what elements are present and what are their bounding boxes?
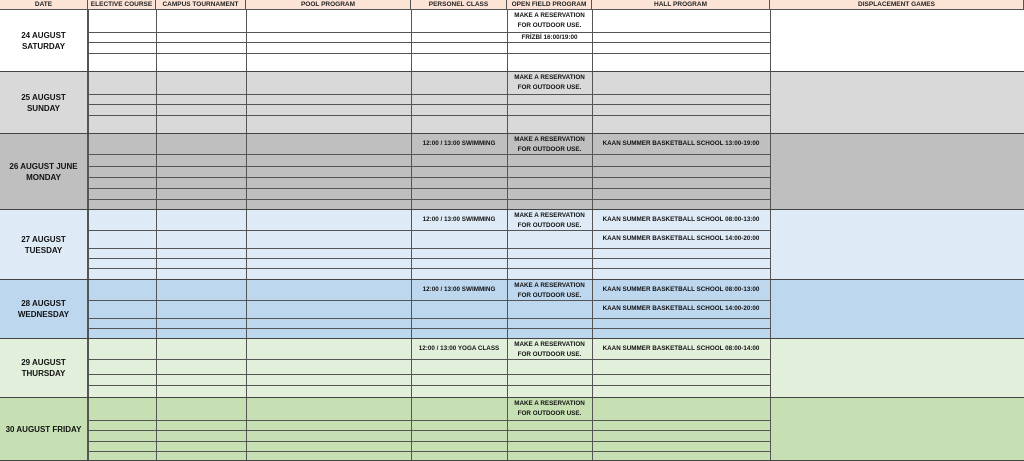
header-personel-class: PERSONEL CLASS: [411, 0, 507, 10]
row-divider: [88, 230, 770, 231]
row-divider: [88, 166, 770, 167]
column-divider: [411, 72, 412, 133]
column-divider: [88, 280, 89, 338]
column-divider: [246, 339, 247, 397]
date-cell: 27 AUGUST TUESDAY: [0, 210, 88, 279]
column-divider: [88, 134, 89, 209]
row-divider: [88, 154, 770, 155]
column-divider: [411, 10, 412, 71]
date-cell: 29 AUGUST THURSDAY: [0, 339, 88, 397]
row-divider: [88, 177, 770, 178]
row-divider: [88, 32, 770, 33]
row-divider: [88, 300, 770, 301]
row-divider: [88, 188, 770, 189]
personel-class-entry: 12:00 / 13:00 YOGA CLASS: [418, 345, 500, 352]
column-divider: [156, 72, 157, 133]
row-divider: [88, 199, 770, 200]
hall-program-entry: KAAN SUMMER BASKETBALL SCHOOL 14:00-20:00: [602, 305, 760, 312]
column-divider: [156, 134, 157, 209]
day-row: [0, 210, 1024, 280]
column-divider: [246, 72, 247, 133]
header-displacement-games: DISPLACEMENT GAMES: [770, 0, 1024, 10]
open-field-reservation-note: MAKE A RESERVATION FOR OUTDOOR USE.: [514, 341, 585, 358]
open-field-reservation-note: MAKE A RESERVATION FOR OUTDOOR USE.: [514, 282, 585, 299]
row-divider: [88, 115, 770, 116]
row-divider: [88, 359, 770, 360]
column-divider: [88, 72, 89, 133]
day-row: [0, 280, 1024, 339]
open-field-reservation-note: MAKE A RESERVATION FOR OUTDOOR USE.: [514, 74, 585, 91]
header-campus-tournament: CAMPUS TOURNAMENT: [156, 0, 246, 10]
column-divider: [770, 210, 771, 279]
row-divider: [88, 451, 770, 452]
column-divider: [770, 72, 771, 133]
date-cell: 28 AUGUST WEDNESDAY: [0, 280, 88, 338]
column-divider: [88, 339, 89, 397]
row-divider: [88, 328, 770, 329]
header-open-field-program: OPEN FIELD PROGRAM: [507, 0, 592, 10]
column-divider: [770, 280, 771, 338]
personel-class-entry: 12:00 / 13:00 SWIMMING: [422, 286, 496, 293]
hall-program-entry: KAAN SUMMER BASKETBALL SCHOOL 14:00-20:00: [602, 235, 760, 242]
column-divider: [592, 10, 593, 71]
hall-program-entry: KAAN SUMMER BASKETBALL SCHOOL 13:00-19:00: [602, 140, 760, 147]
column-divider: [770, 339, 771, 397]
row-divider: [88, 248, 770, 249]
day-row: [0, 10, 1024, 72]
row-divider: [88, 318, 770, 319]
header-elective-course: ELECTIVE COURSE: [88, 0, 156, 10]
open-field-reservation-note: MAKE A RESERVATION FOR OUTDOOR USE.: [514, 212, 585, 229]
date-cell: 25 AUGUST SUNDAY: [0, 72, 88, 133]
day-row: [0, 72, 1024, 134]
open-field-reservation-note: MAKE A RESERVATION FOR OUTDOOR USE.: [514, 400, 585, 417]
row-divider: [88, 374, 770, 375]
personel-class-entry: 12:00 / 13:00 SWIMMING: [422, 140, 496, 147]
row-divider: [88, 258, 770, 259]
hall-program-entry: KAAN SUMMER BASKETBALL SCHOOL 08:00-14:00: [602, 345, 760, 352]
row-divider: [88, 268, 770, 269]
column-divider: [246, 280, 247, 338]
open-field-reservation-note: MAKE A RESERVATION FOR OUTDOOR USE.: [514, 12, 585, 29]
column-divider: [592, 72, 593, 133]
open-field-frisbee-entry: FRİZBİ 16:00/19:00: [521, 34, 578, 41]
column-divider: [88, 10, 89, 71]
day-row: [0, 339, 1024, 398]
column-divider: [156, 339, 157, 397]
date-cell: 30 AUGUST FRIDAY: [0, 398, 88, 460]
day-row: [0, 134, 1024, 210]
hall-program-entry: KAAN SUMMER BASKETBALL SCHOOL 08:00-13:00: [602, 286, 760, 293]
column-divider: [156, 280, 157, 338]
day-row: [0, 398, 1024, 461]
hall-program-entry: KAAN SUMMER BASKETBALL SCHOOL 08:00-13:00: [602, 216, 760, 223]
row-divider: [88, 441, 770, 442]
row-divider: [88, 430, 770, 431]
column-divider: [770, 134, 771, 209]
column-divider: [156, 10, 157, 71]
row-divider: [88, 53, 770, 54]
personel-class-entry: 12:00 / 13:00 SWIMMING: [422, 216, 496, 223]
header-hall-program: HALL PROGRAM: [592, 0, 770, 10]
header-pool-program: POOL PROGRAM: [246, 0, 411, 10]
header-date: DATE: [0, 0, 88, 10]
column-divider: [770, 398, 771, 460]
row-divider: [88, 94, 770, 95]
date-cell: 26 AUGUST JUNE MONDAY: [0, 134, 88, 209]
column-divider: [246, 134, 247, 209]
row-divider: [88, 420, 770, 421]
row-divider: [88, 104, 770, 105]
column-divider: [246, 10, 247, 71]
row-divider: [88, 385, 770, 386]
row-divider: [88, 42, 770, 43]
date-cell: 24 AUGUST SATURDAY: [0, 10, 88, 71]
open-field-reservation-note: MAKE A RESERVATION FOR OUTDOOR USE.: [514, 136, 585, 153]
column-divider: [770, 10, 771, 71]
